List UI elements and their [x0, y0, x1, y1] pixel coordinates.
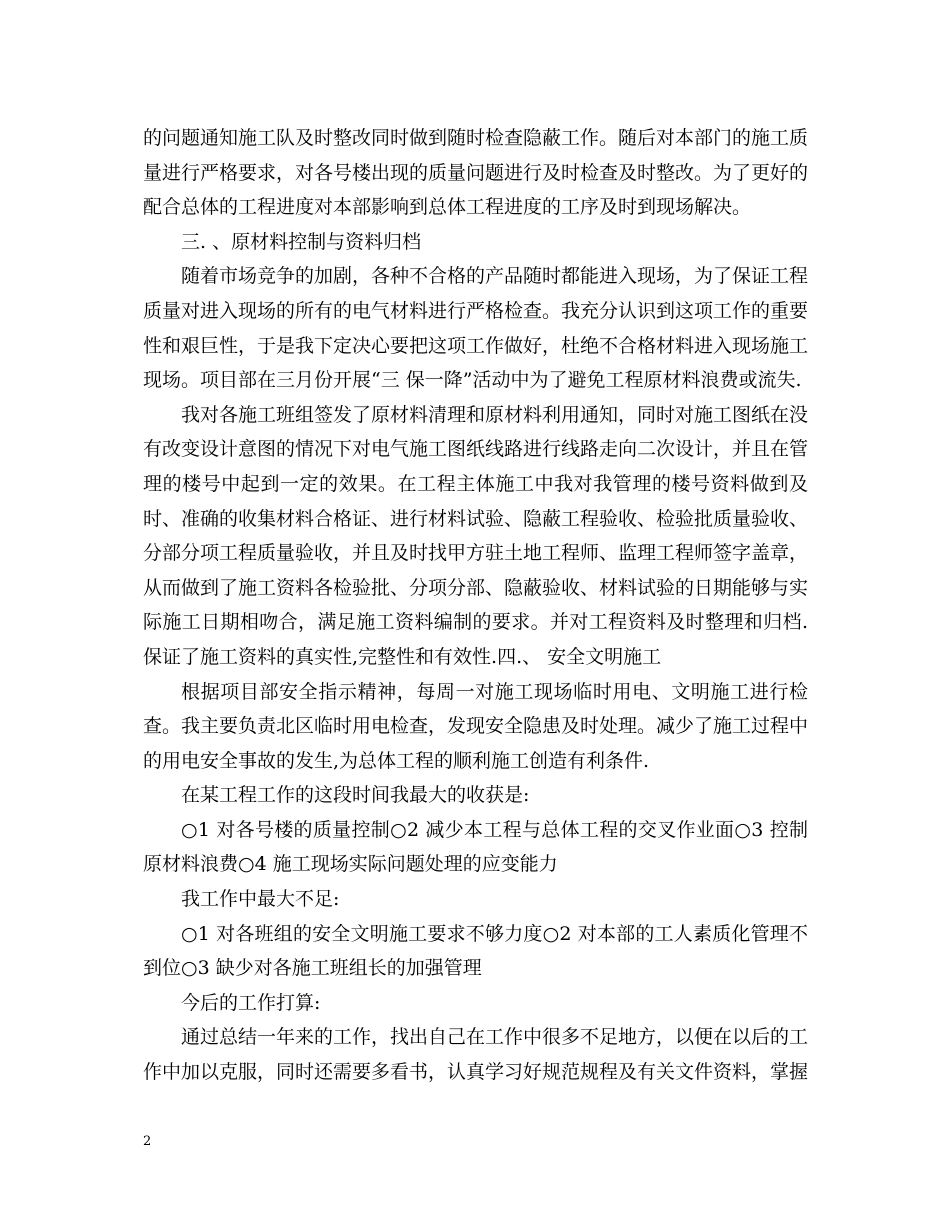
paragraph-9: ○1 对各班组的安全文明施工要求不够力度○2 对本部的工人素质化管理不到位○3 缺少对各施工班组长的加强管理 [143, 922, 808, 980]
paragraph-4: 我对各施工班组签发了原材料清理和原材料利用通知，同时对施工图纸在没有改变设计意图的情况下对电气施工图纸线路进行线路走向二次设计，并且在管理的楼号中起到一定的效果。在工程主体施工中我对我管理的楼号资料做到及时、准确的收集材料合格证、进行材料试验、隐蔽工程验收、检验批质量验收、分部分项工程质量验收，并且及时找甲方驻土地工程师、监理工程师签字盖章，从而做到了施工资料各检验批、分项分部、隐蔽验收、材料试验的日期能够与实际施工日期相吻合，满足施工资料编制的要求。并对工程资料及时整理和归档.保证了施工资料的真实性,完整性和有效性.四.、 安全文明施工 [143, 403, 809, 668]
paragraph-5: 根据项目部安全指示精神，每周一对施工现场临时用电、文明施工进行检查。我主要负责北区临时用电检查，发现安全隐患及时处理。减少了施工过程中的用电安全事故的发生,为总体工程的顺利施工创造有利条件. [143, 680, 809, 772]
document-body [143, 121, 808, 1090]
paragraph-6: 在某工程工作的这段时间我最大的收获是: [181, 784, 530, 807]
paragraph-1: 的问题通知施工队及时整改同时做到随时检查隐蔽工作。随后对本部门的施工质量进行严格要求，对各号楼出现的质量问题进行及时检查及时整改。为了更好的配合总体的工程进度对本部影响到总体工程进度的工序及时到现场解决。 [143, 127, 809, 219]
paragraph-7: ○1 对各号楼的质量控制○2 减少本工程与总体工程的交叉作业面○3 控制原材料浪费○4 施工现场实际问题处理的应变能力 [143, 818, 808, 876]
page-number: 2 [143, 1134, 152, 1149]
paragraph-10: 今后的工作打算: [181, 991, 321, 1014]
section-heading-raw-materials: 三. 、原材料控制与资料归档 [181, 230, 422, 253]
paragraph-11: 通过总结一年来的工作，找出自己在工作中很多不足地方，以便在以后的工作中加以克服，同时还需要多看书，认真学习好规范规程及有关文件资料，掌握 [143, 1026, 809, 1084]
paragraph-8: 我工作中最大不足: [181, 888, 340, 911]
paragraph-3: 随着市场竞争的加剧，各种不合格的产品随时都能进入现场，为了保证工程质量对进入现场的所有的电气材料进行严格检查。我充分认识到这项工作的重要性和艰巨性，于是我下定决心要把这项工作做好，杜绝不合格材料进入现场施工现场。项目部在三月份开展“三 保一降”活动中为了避免工程原材料浪费或流失. [143, 265, 809, 392]
